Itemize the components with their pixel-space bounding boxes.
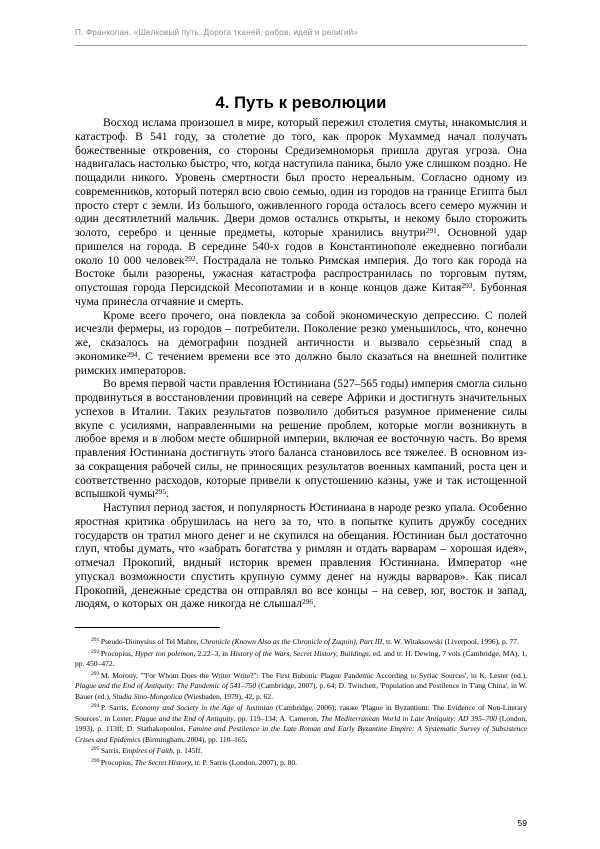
footnote-list [75,637,527,769]
footnote-ref-293[interactable]: 293 [461,280,473,290]
footnote-text-segment: , tr. W. Witaksowski (Liverpool, 1996), p. 77. [382,637,519,646]
footnote-text-segment: (Birmingham, 2004), pp. 110–165. [140,734,248,744]
footnote-separator [75,627,220,628]
footnote-296 [75,758,527,769]
paragraph-3-text-a: Во время первой части правления Юстиниана (527–565 годы) империя смогла сильно продвинуться в восстановлении провинций на севере Африки и достигнуть значительных успехов в Италии. Таких результатов позволило добиться разумное применение силы вкупе с усилиями, направленными на решение проблем, которые могли возникнуть в любое время и в любом месте обширной империи, включая ее восточную часть. Во время правления Юстиниана достигнуть этого баланса становилось все тяжелее. В основном из-за сокращения рабочей силы, не приносящих результатов военных кампаний, роста цен и соответственно расходов, которые привели к опустошению казны, уже и так истощенной вспышкой чумы [75,378,527,501]
footnote-text-segment: Chronicle (Known Also as the Chronicle of Zuqnin), Part III [200,637,383,646]
paragraph-3 [75,378,527,502]
footnote-294 [75,703,527,745]
footnote-text-segment: Pseudo-Dionysius of Tel Mahre, [100,637,201,646]
footnote-number: 293 [91,670,100,677]
paragraph-1-text-c: . Пострадала не только Римская империя. До того как города на Востоке были разорены, ужасная катастрофа распространилась по торговым путям, опустошая города Персидской Месопотамии и в конце концов даже Китая [75,254,527,294]
footnote-text-segment: , ed. and tr. H. Dewing, 7 vols (Cambridge, MA), 1, pp. 450–472. [75,648,528,668]
paragraph-2-text-a: Кроме всего прочего, она повлекла за собой экономическую депрессию. С полей исчезли фермеры, из городов – потребители. Поколение резко уменьшилось, что, конечно же, сказалось на демографии поздней античности и вызвало серьезный спад в экономике [75,309,527,363]
footnote-292 [75,649,527,670]
footnote-291 [75,637,527,648]
header-divider [75,45,527,46]
paragraph-4-text-a: Наступил период застоя, и популярность Юстиниана в народе резко упала. Особенно яростная критика обрушилась на него за то, что в попытке купить дружбу соседних государств он тратил много денег и не скупился на обещания. Юстиниан был достаточно глуп, чтобы думать, что «забрать богатства у римлян и отдать варварам – хорошая идея», отмечал Прокопий, видный историк времен правления Юстиниана. Император «не упускал возможности спустить крупную сумму денег на нужды варваров». Как писал Прокопий, денежные средства он отправлял во все концы – на север, юг, восток и запад, людям, о которых он даже никогда не слышал [75,502,527,611]
footnote-ref-294[interactable]: 294 [126,349,138,359]
paragraph-4 [75,502,527,612]
paragraph-1 [75,117,527,310]
footnote-text-segment: The Secret History [134,757,191,767]
footnote-text-segment: History of the Wars, Secret History, Buildings [230,648,369,658]
footnote-text-segment: , tr. P. Sarris (London, 2007), p. 80. [190,757,297,767]
paragraph-2 [75,310,527,379]
footnote-text-segment: Famine and Pestilence in the Late Roman and Early Byzantine Empire: A Systematic Survey of Subsistence Crises and Epidemics [75,724,527,744]
footnote-text-segment: The Mediterranean World in Late Antiquity: AD 395–700 [320,713,497,723]
footnote-number: 295 [91,746,100,753]
footnote-text-segment: (London, 1993), p. 113ff; D. Stathakopoulos, [75,713,527,733]
paragraph-2-text-b: . С течением времени все это должно было сказаться на внешней политике римских императоров. [75,350,527,377]
page-number: 59 [517,818,527,828]
footnote-text-segment: M. Morony, '"For Whom Does the Writer Write?": The First Bubonic Plague Pandemic According to Syriac Sources', in K. Lester (ed.), [100,670,527,680]
footnote-295 [75,746,527,757]
page-title: 4. Путь к революции [215,94,387,113]
footnote-text-segment: (Wiesbaden, 1979), 42, p. 62. [182,691,273,701]
footnote-number: 294 [91,703,100,710]
footnote-number: 296 [91,757,100,764]
footnote-text-segment: Plague and the End of Antiquity: The Pandemic of 541–750 [75,681,257,690]
footnote-ref-296[interactable]: 296 [301,597,314,607]
footnote-text-segment: Studia Sino-Mongolica [112,691,183,701]
running-header: П. Франкопан. «Шелковый путь. Дорога тканей, рабов, идей и религий» [75,28,359,37]
footnote-text-segment: (Cambridge, 2006); также 'Plague in Byzantium: The Evidence of Non-Literary Sources', in Lester, [75,703,528,723]
footnote-text-segment: Economy and Society in the Age of Justinian [131,703,274,712]
footnote-293 [75,671,527,703]
footnote-text-segment: Plague and the End of Antiquity [135,713,234,723]
footnote-text-segment: P. Sarris, [100,703,132,712]
footnote-text-segment: Procopius, [100,648,135,658]
footnote-number: 291 [91,637,100,644]
paragraph-4-text-b: . [313,598,316,611]
footnote-ref-292[interactable]: 292 [184,253,196,263]
paragraph-1-text-b: . Основной удар пришелся на города. В середине 540-х годов в Константинополе ежедневно погибали около 10 000 человек [75,227,527,267]
footnote-number: 292 [91,648,100,655]
body-text [75,117,527,612]
footnote-text-segment: Empires of Faith [122,746,173,755]
footnote-text-segment: , 2.22–3, in [193,648,231,658]
paragraph-1-text-d: . Бубонная чума принесла отчаяние и смерть. [75,282,527,308]
footnote-ref-295[interactable]: 295 [154,487,167,497]
footnote-text-segment: Sarris, [100,746,123,755]
footnote-text-segment: Procopius, [100,757,135,767]
paragraph-1-text-a: Восход ислама произошел в мире, который пережил столетия смуты, инакомыслия и катастроф. В 541 году, за столетие до того, как пророк Мухаммед начал получать божественные откровения, со стороны Средиземноморья пришла другая угроза. Она надвигалась настолько быстро, что, когда наступила паника, было уже слишком поздно. Не пощадили никого. Уровень смертности был просто нереальным. Согласно одному из современников, который потерял всю свою семью, один из городов на границе Египта был просто стерт с земли. Из большого, оживленного города осталось всего семеро мужчин и один десятилетний мальчик. Двери домов остались открыты, и некому было сторожить золото, серебро и ценные предметы, которые хранились внутри [75,117,527,239]
footnote-text-segment: Hyper ton polemon [134,648,194,658]
footnote-text-segment: , p. 145ff. [172,746,203,755]
footnote-text-segment: (Cambridge, 2007), p. 64; D. Twitchett, 'Population and Pestilence in T'ang China', in W. Bauer (ed.), [75,681,527,701]
footnote-text-segment: , pp. 119–134; A. Cameron, [233,713,321,723]
footnote-ref-291[interactable]: 291 [425,225,437,235]
paragraph-3-text-b: . [166,488,169,501]
